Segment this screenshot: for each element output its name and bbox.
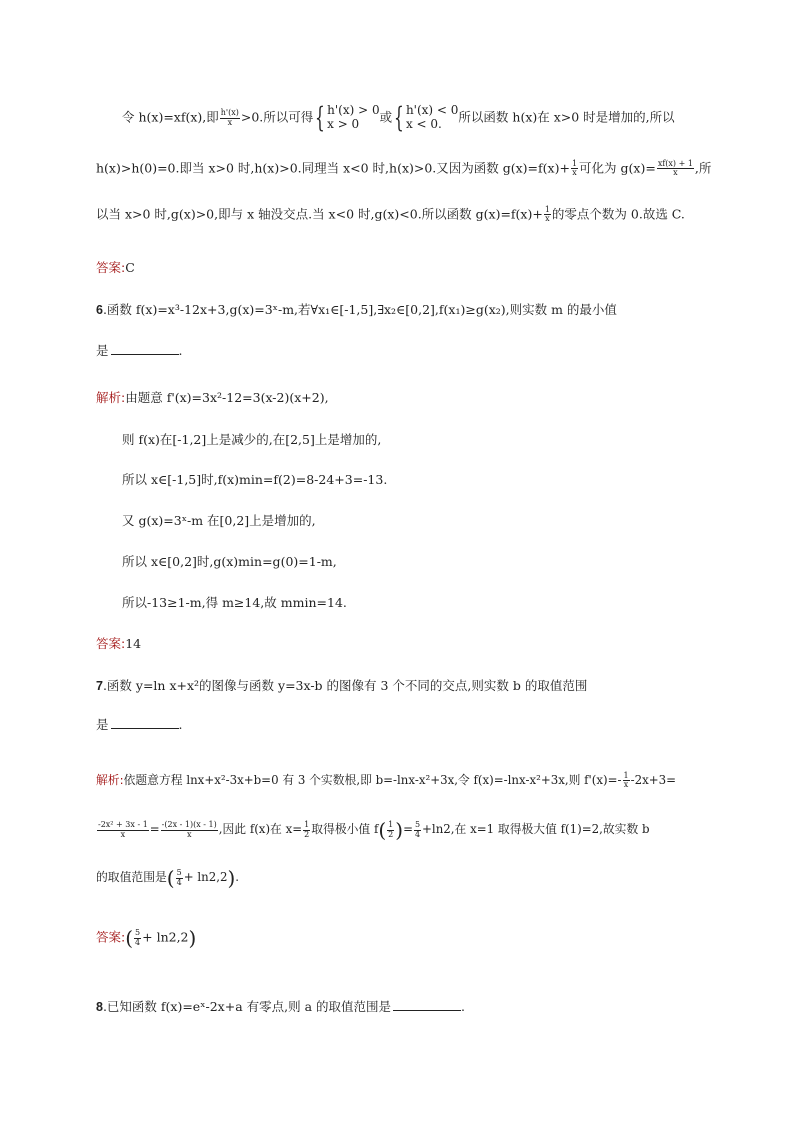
paren-open-icon: ( — [378, 818, 387, 842]
q6-step-5: 所以 x∈[0,2]时,g(x)min=g(0)=1-m, — [122, 554, 337, 569]
fraction: $\frac{1}{x}$ — [623, 771, 629, 790]
fraction: $\frac{h'(x)}{x}$ — [220, 108, 239, 127]
q7-jiexi-line-2: $\frac{\text{-2x² + 3x - 1}}{x}$ = $\frac{-(2x - 1)(x - 1)}{x}$ ,因此 f(x)在 x= $\frac{1}{2}$ 取得极小值 f( $\frac{1}{2}$ )= $\frac{5}{4}$ +ln2,在 x=1 取得极大值 f(1)=2,故实数 b — [98, 818, 650, 842]
paren-open-icon: ( — [166, 866, 175, 890]
answer-label: 答案: — [96, 260, 126, 275]
q7-question: 7.函数 y=ln x+x²的图像与函数 y=3x-b 的图像有 3 个不同的交点,则实数 b 的取值范围 — [96, 678, 588, 693]
q6-question: 6.函数 f(x)=x³-12x+3,g(x)=3ˣ-m,若∀x₁∈[-1,5],∃x₂∈[0,2],f(x₁)≥g(x₂),则实数 m 的最小值 — [96, 302, 617, 317]
brace-icon: { — [394, 101, 404, 134]
fraction: $\frac{xf(x) + 1}{x}$ — [657, 159, 693, 178]
answer-blank — [111, 342, 179, 355]
jiexi-label: 解析: — [96, 772, 124, 787]
answer-label: 答案: — [96, 636, 126, 651]
p5-line-3: 以当 x>0 时,g(x)>0,即与 x 轴没交点.当 x<0 时,g(x)<0.所以函数 g(x)=f(x)+ $\frac{1}{x}$ 的零点个数为 0.故选 C. — [96, 205, 685, 224]
paren-close-icon: ) — [188, 926, 197, 950]
q8-question: 8.已知函数 f(x)=eˣ-2x+a 有零点,则 a 的取值范围是 . — [96, 999, 465, 1014]
answer-value: C — [125, 260, 135, 275]
fraction: $\frac{1}{2}$ — [388, 820, 394, 839]
q7-jiexi-line-3: 的取值范围是( $\frac{5}{4}$ + ln2,2). — [96, 866, 240, 890]
paren-close-icon: ) — [227, 866, 236, 890]
paren-open-icon: ( — [125, 926, 134, 950]
q7-answer — [96, 926, 196, 950]
answer-value: + ln2,2 — [142, 929, 189, 945]
p5-answer — [96, 260, 135, 275]
answer-label: 答案: — [96, 929, 126, 945]
inequality-system: h'(x) < 0 x < 0. — [405, 103, 459, 131]
fraction: $\frac{5}{4}$ — [176, 868, 182, 887]
jiexi-label: 解析: — [96, 390, 126, 405]
q6-step-3: 所以 x∈[-1,5]时,f(x)min=f(2)=8-24+3=-13. — [122, 472, 388, 487]
fraction: $\frac{1}{2}$ — [304, 820, 310, 839]
q7-question-line-2: 是 . — [96, 717, 183, 732]
inequality-system: h'(x) > 0 x > 0 — [327, 103, 380, 131]
brace-icon: { — [315, 101, 326, 134]
p5-line-2: h(x)>h(0)=0.即当 x>0 时,h(x)>0.同理当 x<0 时,h(x)>0.又因为函数 g(x)=f(x)+ $\frac{1}{x}$ 可化为 g(x)= $\frac{xf(x) + 1}{x}$ ,所 — [96, 159, 712, 178]
fraction: $\frac{1}{x}$ — [571, 159, 578, 178]
question-number: 7 — [96, 679, 103, 693]
q6-step-2: 则 f(x)在[-1,2]上是减少的,在[2,5]上是增加的, — [122, 432, 382, 447]
q6-question-line-2: 是 . — [96, 343, 183, 358]
q6-step-4: 又 g(x)=3ˣ-m 在[0,2]上是增加的, — [122, 513, 316, 528]
paren-close-icon: ) — [395, 818, 404, 842]
answer-blank — [393, 998, 461, 1011]
question-number: 6 — [96, 303, 103, 317]
answer-blank — [111, 716, 179, 729]
answer-value: 14 — [125, 636, 142, 651]
fraction: $\frac{\text{-2x² + 3x - 1}}{x}$ — [98, 820, 148, 839]
p5-line-1: 令 h(x)=xf(x),即 $\frac{h'(x)}{x}$ >0.所以可得{ h'(x) > 0 x > 0 或{ h'(x) < 0 x < 0. 所以函数 h(x)在 x>0 时是增加的,所以 — [122, 101, 675, 134]
q6-answer — [96, 636, 141, 651]
q6-jiexi: 解析:由题意 f'(x)=3x²-12=3(x-2)(x+2), — [96, 390, 329, 405]
fraction: $\frac{-(2x - 1)(x - 1)}{x}$ — [161, 820, 217, 839]
question-number: 8 — [96, 1000, 103, 1014]
fraction: $\frac{5}{4}$ — [414, 820, 421, 839]
q6-step-6: 所以-13≥1-m,得 m≥14,故 mmin=14. — [122, 595, 347, 610]
fraction: $\frac{5}{4}$ — [135, 928, 141, 947]
fraction: $\frac{1}{x}$ — [544, 205, 550, 224]
q7-jiexi-line-1: 解析:依题意方程 lnx+x²-3x+b=0 有 3 个实数根,即 b=-lnx-x²+3x,令 f(x)=-lnx-x²+3x,则 f'(x)=- $\frac{1}{x}$ -2x+3= — [96, 771, 677, 790]
